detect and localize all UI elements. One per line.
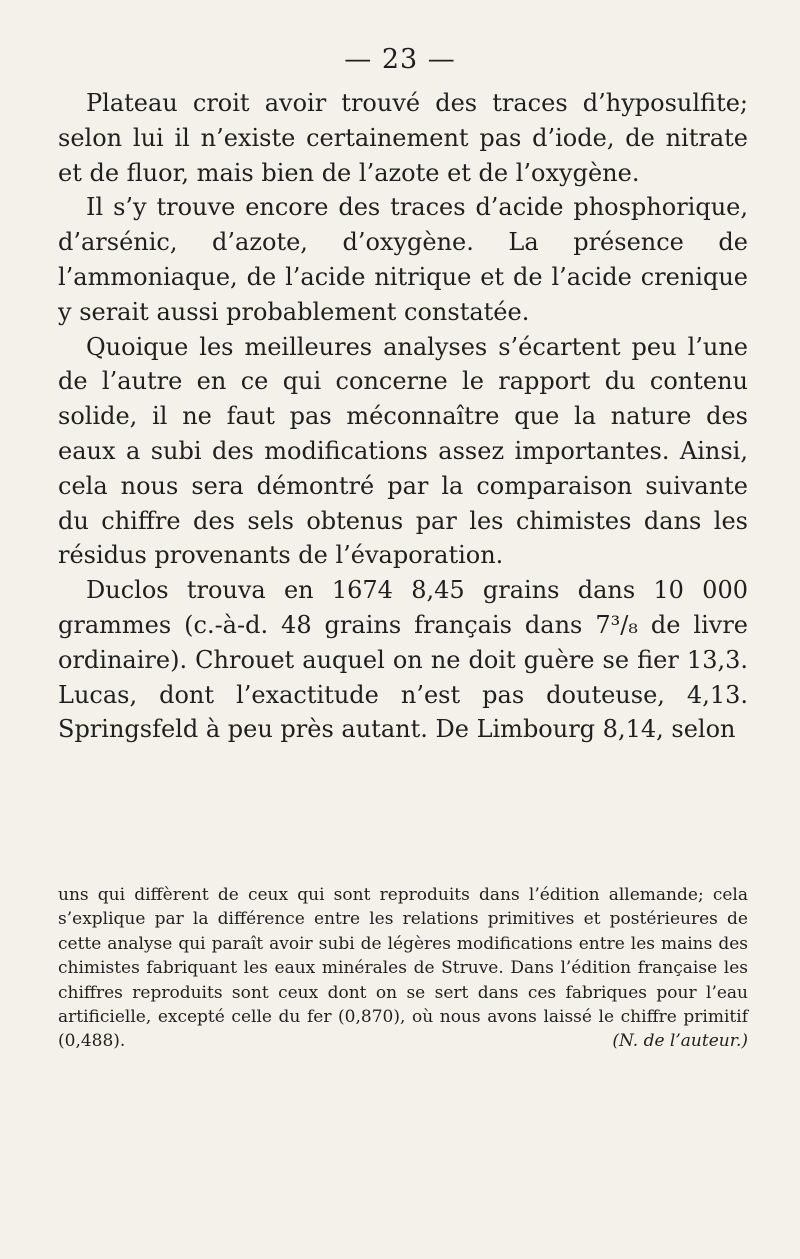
footnote-body: uns qui diffèrent de ceux qui sont reproduits dans l’édition allemande; cela s’explique par la différence entre les relations primitives et postérieures de cette analyse qui paraît avoir subi de légères modifications entre les mains des chimistes fabriquant les eaux minérales de Struve. Dans l’édition française les chiffres reproduits sont ceux dont on se sert dans ces fabriques pour l’eau artificielle, excepté celle du fer (0,870), où nous avons laissé le chiffre primitif (0,488).	[58, 885, 748, 1052]
body-text	[58, 86, 748, 747]
paragraph-2: Il s’y trouve encore des traces d’acide phosphorique, d’arsénic, d’azote, d’oxygène. La présence de l’ammoniaque, de l’acide nitrique et de l’acide crenique y serait aussi probablement constatée.	[58, 193, 748, 326]
footnote-attribution: (N. de l’auteur.)	[612, 1031, 748, 1052]
page-number: — 23 —	[344, 44, 456, 75]
paragraph-4: Duclos trouva en 1674 8,45 grains dans 10 000 grammes (c.-à-d. 48 grains français dans 7³/₈ de livre ordinaire). Chrouet auquel on ne doit guère se fier 13,3. Lucas, dont l’exactitude n’est pas douteuse, 4,13. Springsfeld à peu près autant. De Limbourg 8,14, selon	[58, 576, 748, 744]
footnote	[58, 883, 748, 1054]
paragraph-1: Plateau croit avoir trouvé des traces d’hyposulfite; selon lui il n’existe certainement pas d’iode, de nitrate et de fluor, mais bien de l’azote et de l’oxygène.	[58, 89, 748, 187]
paragraph-3: Quoique les meilleures analyses s’écartent peu l’une de l’autre en ce qui concerne le rapport du contenu solide, il ne faut pas méconnaître que la nature des eaux a subi des modifications assez importantes. Ainsi, cela nous sera démontré par la comparaison suivante du chiffre des sels obtenus par les chimistes dans les résidus provenants de l’évaporation.	[58, 332, 748, 570]
footnote-text	[58, 883, 748, 1054]
